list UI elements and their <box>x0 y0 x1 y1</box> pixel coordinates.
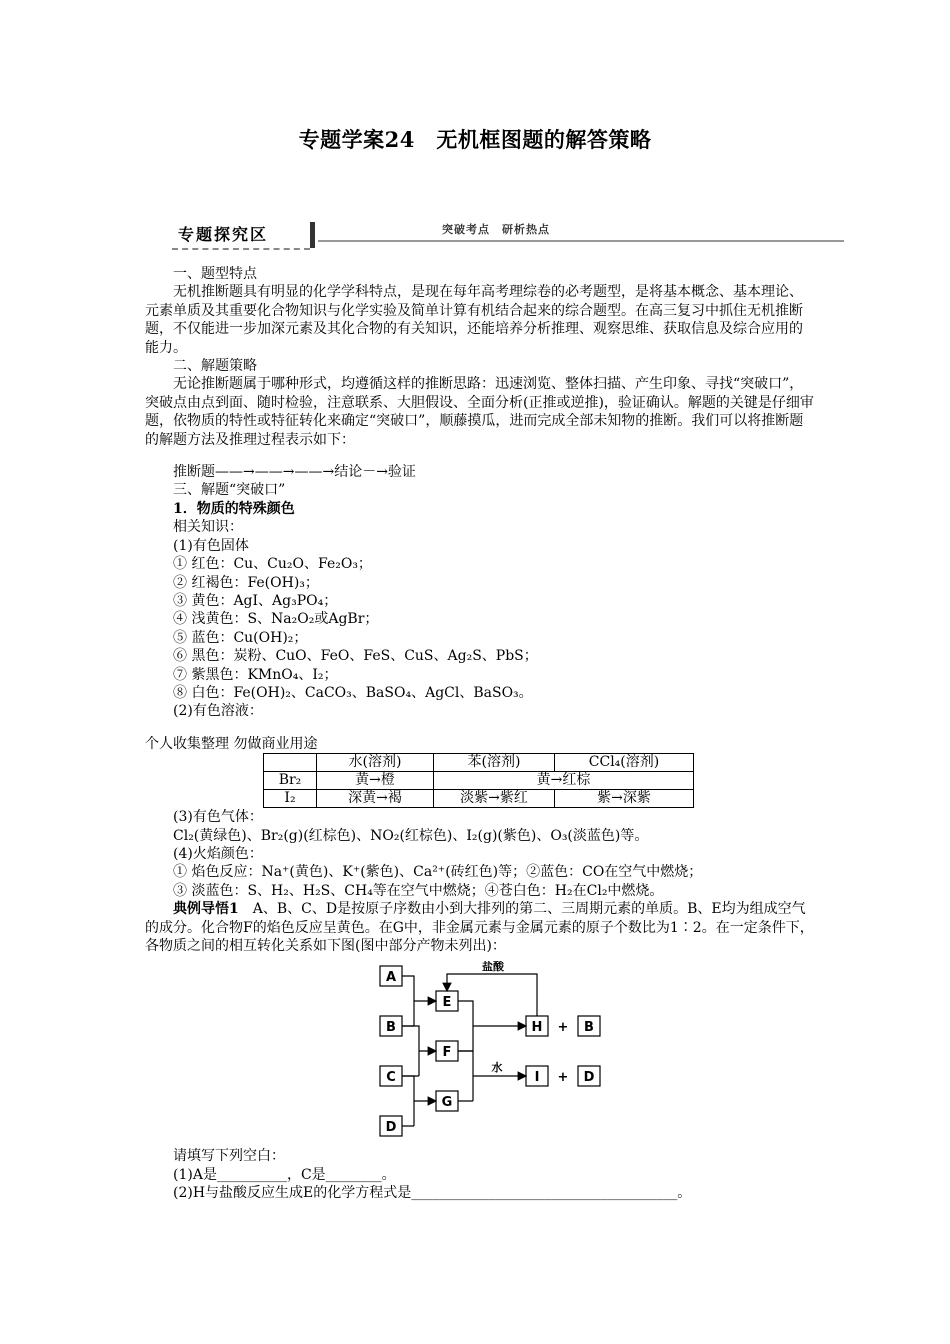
plus-sign: + <box>557 1020 569 1036</box>
diagram-label: A <box>385 970 397 986</box>
diagram-label: C <box>386 1070 396 1086</box>
list-item: ⑤ 蓝色：Cu(OH)₂； <box>173 629 308 646</box>
diagram-label: B <box>584 1020 594 1036</box>
diagram-label: I <box>534 1070 540 1086</box>
flow-line: 推断题——→——→——→结论－→验证 <box>173 464 416 481</box>
acid-label: 盐酸 <box>482 961 504 974</box>
list-item: ④ 浅黄色：S、Na₂O₂或AgBr； <box>173 611 379 628</box>
table-cell <box>264 754 317 772</box>
subsection-heading: 1．物质的特殊颜色 <box>173 500 295 517</box>
diagram-label: D <box>385 1120 397 1136</box>
table-cell: 深黄→褐 <box>317 790 434 808</box>
water-label: 水 <box>491 1061 503 1075</box>
table-row <box>264 772 694 790</box>
question-1: (1)A是__________，C是________。 <box>173 1166 396 1183</box>
list-item: ⑥ 黑色：炭粉、CuO、FeO、FeS、CuS、Ag₂S、PbS； <box>173 648 538 665</box>
solid-heading: (1)有色固体 <box>173 537 249 554</box>
list-item: ⑦ 紫黑色：KMnO₄、I₂； <box>173 666 338 683</box>
table-cell: 苯(溶剂) <box>434 754 555 772</box>
gas-items: Cl₂(黄绿色)、Br₂(g)(红棕色)、NO₂(红棕色)、I₂(g)(紫色)、O₃(淡蓝色)等。 <box>173 827 649 844</box>
color-table <box>263 753 694 808</box>
list-item: ③ 黄色：AgI、Ag₃PO₄； <box>173 592 338 609</box>
banner-subtitle: 突破考点 研析热点 <box>442 223 550 236</box>
banner-divider <box>318 240 844 242</box>
fill-heading: 请填写下列空白： <box>173 1148 285 1165</box>
example-paragraph <box>145 900 815 955</box>
table-cell: 水(溶剂) <box>317 754 434 772</box>
table-cell: 紫→深紫 <box>555 790 694 808</box>
banner-title: 专题探究区 <box>178 225 269 244</box>
table-row <box>264 754 694 772</box>
table-row <box>264 790 694 808</box>
diagram-label: E <box>442 995 452 1011</box>
table-cell: 淡紫→紫红 <box>434 790 555 808</box>
table-cell: CCl₄(溶剂) <box>555 754 694 772</box>
table-cell: Br₂ <box>264 772 317 790</box>
example-text: A、B、C、D是按原子序数由小到大排列的第二、三周期元素的单质。B、E均为组成空气的成分。化合物F的焰色反应呈黄色。在G中，非金属元素与金属元素的原子个数比为1∶2。在一定条件下，各物质之间的相互转化关系如下图(图中部分产物未列出)： <box>145 901 814 954</box>
diagram-label: F <box>442 1045 452 1061</box>
diagram-label: B <box>386 1020 396 1036</box>
list-item: ① 红色：Cu、Cu₂O、Fe₂O₃； <box>173 556 372 573</box>
diagram-label: D <box>583 1070 595 1086</box>
list-item: ⑧ 白色：Fe(OH)₂、CaCO₃、BaSO₄、AgCl、BaSO₃。 <box>173 684 533 701</box>
flame-line-2: ③ 淡蓝色：S、H₂、H₂S、CH₄等在空气中燃烧；④苍白色：H₂在Cl₂中燃烧。 <box>173 882 664 899</box>
table-cell: I₂ <box>264 790 317 808</box>
section-2-paragraph: 无论推断题属于哪种形式，均遵循这样的推断思路：迅速浏览、整体扫描、产生印象、寻找“突破口”，突破点由点到面、随时检验，注意联系、大胆假设、全面分析(正推或逆推)，验证确认。解题的关键是仔细审题，依物质的特性或特征转化来确定“突破口”，顺藤摸瓜，进而完成全部未知物的推断。我们可以将推断题的解题方法及推理过程表示如下： <box>145 376 814 448</box>
flame-line-1: ① 焰色反应：Na⁺(黄色)、K⁺(紫色)、Ca²⁺(砖红色)等；②蓝色：CO在空气中燃烧； <box>173 864 703 881</box>
reaction-diagram <box>375 961 635 1145</box>
banner-dash-divider <box>172 248 310 250</box>
personal-note: 个人收集整理 勿做商业用途 <box>145 735 318 752</box>
table-cell: 黄→红棕 <box>434 772 694 790</box>
section-banner <box>172 218 844 252</box>
section-3-heading: 三、解题“突破口” <box>173 482 286 499</box>
plus-sign: + <box>557 1070 569 1086</box>
document-body <box>145 265 815 1203</box>
diagram-label: H <box>531 1020 543 1036</box>
question-2: (2)H与盐酸反应生成E的化学方程式是______________________________________。 <box>173 1185 692 1202</box>
section-1-paragraph: 无机推断题具有明显的化学学科特点，是现在每年高考理综卷的必考题型，是将基本概念、基本理论、元素单质及其重要化合物知识与化学实验及简单计算有机结合起来的综合题型。在高三复习中抓住无机推断题，不仅能进一步加深元素及其化合物的有关知识，还能培养分析推理、观察思维、获取信息及综合应用的能力。 <box>145 284 803 356</box>
flame-heading: (4)火焰颜色： <box>173 845 263 862</box>
related-knowledge: 相关知识： <box>173 519 243 536</box>
table-cell: 黄→橙 <box>317 772 434 790</box>
list-item: ② 红褐色：Fe(OH)₃； <box>173 574 319 591</box>
solution-heading: (2)有色溶液： <box>173 703 263 720</box>
gas-heading: (3)有色气体： <box>173 809 263 826</box>
page-title: 专题学案24 无机框图题的解答策略 <box>298 127 652 152</box>
section-2-heading: 二、解题策略 <box>173 358 257 375</box>
section-1-heading: 一、题型特点 <box>173 266 257 282</box>
diagram-label: G <box>441 1095 453 1111</box>
example-label: 典例导悟1 <box>173 901 239 918</box>
banner-bar <box>310 222 315 248</box>
